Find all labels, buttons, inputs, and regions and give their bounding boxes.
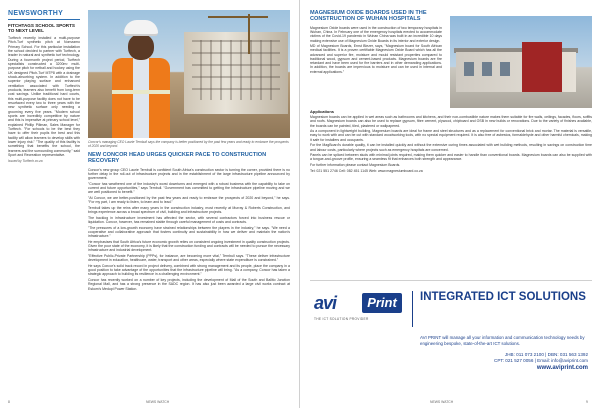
article-title: MAGNESIUM OXIDE BOARDS USED IN THE CONSTRUCTION OF WUHAN HOSPITALS	[310, 10, 427, 23]
ad-phone-line: JHB: 011 073 2100 | DBN: 031 563 1392	[504, 352, 588, 358]
publication-name-left: NEWS WATCH	[146, 400, 170, 404]
ad-tagline: AVI PRINT will manage all your information and communication technology needs by engineering bespoke, state-of-the-art ICT solutions.	[420, 335, 585, 346]
article-paragraph: The backlog in infrastructure investment has affected the sector, with several contractors forced into business rescue or liquidation. Concor, however, has remained stable through careful management of costs and contracts.	[88, 215, 290, 225]
article-paragraph: "At Concor, we are better-positioned by the past few years and ready to embrace the prospects of 2020 and beyond," he says. "For my part, I am ready to listen, to learn and to lead."	[88, 196, 290, 205]
applications-contact: For further information please contact Magnesium Boards.	[310, 163, 401, 168]
article-title: NEW CONCOR HEAD URGES QUICKER PACE TO CONSTRUCTION RECOVERY	[88, 152, 267, 165]
article-body	[310, 26, 442, 76]
applications-paragraph: As a component in lightweight building, Magnesium boards are ideal for frame and steel structures and as a replacement for conventional brick and mortar. The material is versatile, easy to work with and can be cut with standard woodworking tools, with no special equipment required. It is also free of asbestos, formaldehyde and other harmful chemicals, making it safe for installers and occupants.	[310, 129, 592, 142]
article-paragraph: "Effective Public-Private Partnership (PPPs), for instance, are becoming more vital," Ternbull says. "These deliver infrastructure development in education, healthcare, water, transport and other areas, especially where state expenditure is constrained."	[88, 254, 290, 263]
factory-red-facade-image	[522, 42, 562, 92]
right-main-column	[310, 10, 592, 174]
applications-paragraph: Magnesium boards can be applied in wet areas such as bathrooms and kitchens, and their non-combustible nature makes them suitable for fire walls, ceilings, facades, floors, soffits and roofs. Magnesium boards can also be used to replace gypsum, fibre cement, plywood, chipboard and OSB in new builds or renovations. Due to the variety of finishes available, the boards can be painted, tiled, plastered or wallpapered.	[310, 115, 592, 128]
aviprint-advert	[310, 280, 592, 390]
right-page	[300, 0, 600, 408]
applications-contact-details: Tel: 021 551 2746 Cell: 082 451 1145 Web: www.magnesiumboard.co.za	[310, 168, 423, 173]
sidebar-title: FITCHTAGS SCHOOL SPORTS TO NEXT LEVEL	[8, 23, 75, 34]
logo-tagline: THE ICT SOLUTION PROVIDER	[314, 317, 369, 321]
ad-divider	[412, 291, 413, 327]
applications-paragraph: For the MagBoard's durable quality, it can be installed quickly and without the extensive curing times associated with wet building methods, resulting in savings on construction time and labour costs, particularly where projects such as emergency hospitals are concerned.	[310, 143, 592, 152]
factory-window-image	[464, 62, 474, 76]
sidebar-credit: Issued by Turftech.co.za	[8, 159, 43, 164]
logo-badge: Print	[362, 293, 402, 313]
publication-name-right: NEWS WATCH	[430, 400, 454, 404]
article-paragraph: "The pressures of a low-growth economy have strained relationships between the players in the industry," he says. "We need a cooperative and collaborative approach that fosters continuity and sustainability in how we deliver and maintain the nation's infrastructure."	[88, 225, 290, 239]
article-paragraph: He emphasises that South Africa's future economic growth relies on consistent ongoing investment in quality construction projects. Given the poor state of the economy, it is likely that the construction funding and contracts will be needed to pursue the necessary infrastructure and industrial development.	[88, 239, 290, 253]
article-paragraph: He says Concor's solid track record in project delivery, combined with strong management and its people, place the company in a good position to take advantage of the opportunities that the infrastructure pipeline will bring. "As a company, Concor has taken a strategic approach to building its resilience in a challenging environment."	[88, 263, 290, 277]
ad-contact	[310, 352, 592, 372]
article-paragraph: MD of Magnesium Boards, Ernst Blezer, says, "Magnesium board for South African medical facilities. It is a proven certifiable Magnesium Oxide Board which has all the advanced and superior fire, moisture and mould resistant properties compared to traditional wood, gypsum and cement-based products. Magnesium boards are fire retardant and have been used for fire barriers and in other demanding applications. In addition, the boards are impervious to moisture and can be used in internal and external applications."	[310, 44, 442, 74]
applications-paragraph: Panels can be spliced between studs with minimal joints required, making them quicker and easier to handle than conventional boards. Magnesium boards can also be supplied with a tongue-and-groove profile, ensuring a seamless fit that enhances both strength and appearance.	[310, 153, 592, 162]
aviprint-logo	[314, 289, 406, 329]
left-main-column	[88, 10, 290, 395]
sidebar-header: NEWSWORTHY	[8, 10, 80, 20]
article-paragraph: "Concor has weathered one of the industry's worst downturns and emerged with a robust business with the capability to take on current and future opportunities," says Ternbull. "Government has committed to getting the infrastructure pipeline moving and we are well positioned to benefit."	[88, 181, 290, 195]
crane-arm-image	[208, 16, 268, 18]
sidebar-body: Turftech recently installed a multi-purpose Pitch-Turf synthetic pitch at Nomzamo Primary School. For this particular installation the school decided to partner with Turftech, a leader in natural and synthetic turf technology. During a fourmonth project period, Turftech specialists constructed a 3200m² multi-purpose pitch for netball and hockey using the UK designed Pitch-Turf MTP8 with a drainage shock-absorbing system. In addition to the superior playing surface and enhanced ventilation associated with Turftech's products, learners also benefit from long-term cost savings. Unlike traditional hard courts, this multi-purpose facility does not have to be resurfaced every two to three years with the new synthetic surface only needing a grooming every five years. "Modern school sports are incredibly competitive by nature and this is imperative at primary school level," explained Phillip Pillman, Sales Manager for Turftech. "For schools to be the best they have to offer their pupils the best and this facility will allow learners to develop skills with lower injury risk." "The quality of this facility is something that benefits the school, the learners and the surrounding community," said Sport and Recreation representative.	[8, 35, 80, 158]
page-number-right: 9	[586, 400, 588, 404]
applications-section	[310, 110, 592, 173]
page-number-left: 8	[8, 400, 10, 404]
building-image	[184, 32, 288, 114]
ad-phone-line: CPT: 021 527 0056 | Email: info@aviprint.com	[494, 358, 588, 364]
crane-image	[248, 14, 250, 54]
man-in-hardhat-image	[106, 20, 176, 138]
ad-header	[310, 287, 592, 331]
ceo-photo	[88, 10, 290, 138]
ad-headline: INTEGRATED ICT SOLUTIONS	[420, 291, 586, 303]
factory-window-image	[500, 62, 510, 76]
article-paragraph: Concor has recently worked on a number of key projects, including the development of Mall of the South and Ballito Junction Regional Mall, and has a strong presence in the SADC region. It has also just been awarded a large civil works contract at Eskom's Medupi Power Station.	[88, 278, 290, 291]
article-paragraph: Magnesium Oxide boards were used in the construction of two temporary hospitals in Wuhan, China. In February one of the emergency hospitals erected to accommodate victims of the Covid-19 pandemic in Wuhan China was built in an incredible 10 days making extensive use of Magnesium Oxide Boards in its interior and exterior design.	[310, 25, 442, 43]
sidebar	[8, 10, 80, 390]
factory-photo	[450, 16, 592, 108]
article-paragraph: Ternbull takes up the reins after many years in the construction industry, most recently at Murray & Roberts Construction, and brings experience across a broad spectrum of civil, building and infrastructure projects.	[88, 205, 290, 215]
applications-heading: Applications	[310, 108, 335, 114]
article-body	[88, 168, 290, 291]
article-columns	[310, 26, 592, 106]
factory-window-image	[482, 62, 492, 76]
photo-caption: Concor's managing CEO Laurie Ternbull says the company is better positioned by the past few years and ready to embrace the prospects of 2020 and beyond.	[88, 140, 289, 148]
logo-wordmark: avi	[314, 293, 337, 313]
ad-website-link[interactable]: www.aviprint.com	[536, 365, 588, 372]
article-paragraph: Concor's new group CEO Laurie Ternbull is confident South Africa's construction sector is turning the corner, provided there is no further delay in the roll-out of infrastructure projects and in the establishment of the large infrastructure pipeline announced by government.	[88, 167, 290, 181]
